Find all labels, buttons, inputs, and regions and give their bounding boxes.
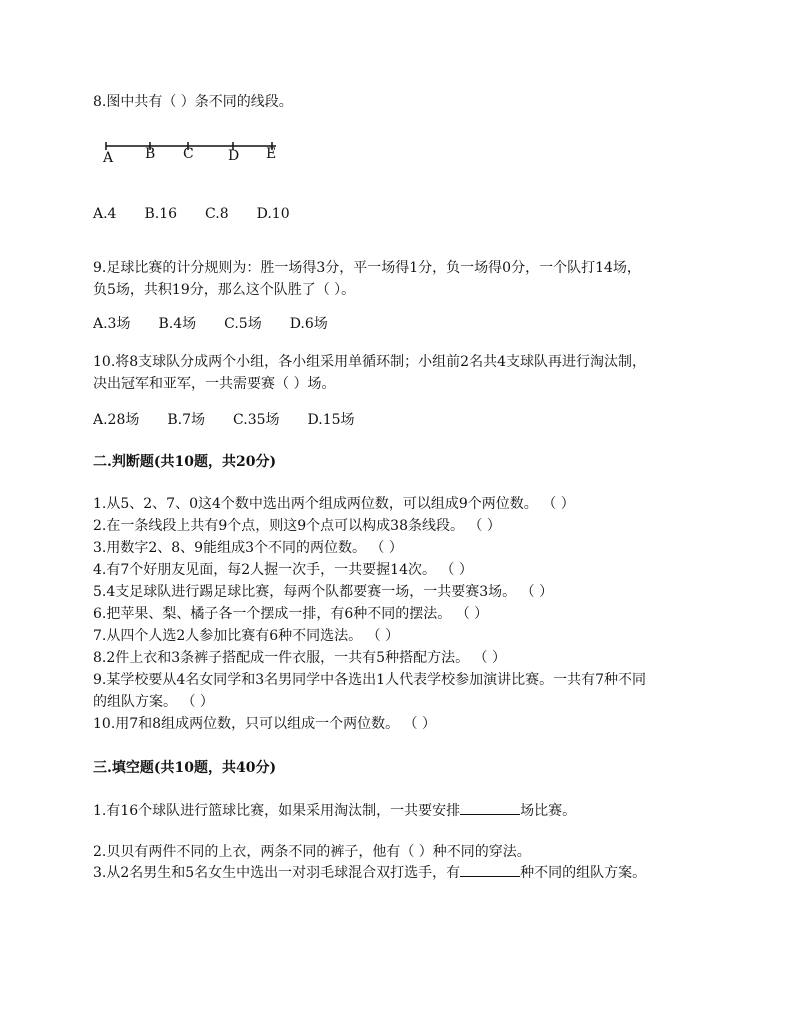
q9-option-c[interactable]: C.5场	[224, 316, 262, 332]
q9-options	[93, 314, 356, 334]
q9-option-a[interactable]: A.3场	[93, 316, 131, 332]
segment-drawing	[100, 140, 290, 170]
fill-blank-1[interactable]	[460, 800, 520, 815]
q8-option-b[interactable]: B.16	[144, 206, 178, 222]
q10-option-b[interactable]: B.7场	[167, 412, 206, 428]
point-label-d: D	[228, 148, 240, 164]
judge-item-9-line2: 的组队方案。 （ ）	[93, 694, 214, 710]
q9-stem-line2: 负5场，共积19分，那么这个队胜了（ ）。	[93, 282, 356, 298]
judge-item-6: 6.把苹果、梨、橘子各一个摆成一排，有6种不同的摆法。 （ ）	[93, 606, 489, 622]
point-label-b: B	[145, 146, 156, 162]
judge-item-2: 2.在一条线段上共有9个点，则这9个点可以构成38条线段。 （ ）	[93, 518, 501, 534]
fill-item-3-before: 3.从2名男生和5名女生中选出一对羽毛球混合双打选手，有	[93, 865, 461, 881]
judge-item-4: 4.有7个好朋友见面，每2人握一次手，一共要握14次。 （ ）	[93, 562, 473, 578]
fill-item-3	[93, 862, 646, 883]
fill-item-2: 2.贝贝有两件不同的上衣，两条不同的裤子，他有（ ）种不同的穿法。	[93, 844, 531, 860]
judge-item-9-line1: 9.某学校要从4名女同学和3名男同学中各选出1人代表学校参加演讲比赛。一共有7种不同	[93, 672, 646, 688]
q10-option-d[interactable]: D.15场	[307, 412, 355, 428]
q9-option-b[interactable]: B.4场	[158, 316, 197, 332]
judge-item-1: 1.从5、2、7、0这4个数中选出两个组成两位数，可以组成9个两位数。 （ ）	[93, 496, 575, 512]
q8-options	[93, 204, 318, 224]
point-label-e: E	[266, 146, 277, 162]
point-label-c: C	[183, 146, 194, 162]
section2-title: 二.判断题(共10题，共20分)	[93, 454, 277, 470]
judge-item-7: 7.从四个人选2人参加比赛有6种不同选法。 （ ）	[93, 628, 400, 644]
q8-option-c[interactable]: C.8	[205, 206, 229, 222]
judge-item-10: 10.用7和8组成两位数，只可以组成一个两位数。 （ ）	[93, 716, 436, 732]
fill-blank-3[interactable]	[460, 862, 520, 877]
section3-title: 三.填空题(共10题，共40分)	[93, 760, 277, 776]
fill-item-3-after: 种不同的组队方案。	[520, 865, 647, 881]
judge-item-5: 5.4支足球队进行踢足球比赛，每两个队都要赛一场，一共要赛3场。 （ ）	[93, 584, 554, 600]
q10-option-a[interactable]: A.28场	[93, 412, 140, 428]
fill-item-1-after: 场比赛。	[520, 803, 577, 819]
q10-stem-line1: 10.将8支球队分成两个小组，各小组采用单循环制；小组前2名共4支球队再进行淘汰制，	[93, 354, 646, 370]
line-segment-figure	[100, 140, 290, 170]
judge-item-8: 8.2件上衣和3条裤子搭配成一件衣服，一共有5种搭配方法。 （ ）	[93, 650, 506, 666]
q10-options	[93, 410, 383, 430]
q10-option-c[interactable]: C.35场	[233, 412, 280, 428]
q8-option-d[interactable]: D.10	[256, 206, 290, 222]
q10-stem-line2: 决出冠军和亚军，一共需要赛（ ）场。	[93, 376, 336, 392]
q9-option-d[interactable]: D.6场	[289, 316, 328, 332]
judge-item-3: 3.用数字2、8、9能组成3个不同的两位数。 （ ）	[93, 540, 403, 556]
q8-stem: 8.图中共有（ ）条不同的线段。	[93, 94, 293, 110]
fill-item-1	[93, 800, 576, 821]
fill-item-1-before: 1.有16个球队进行篮球比赛，如果采用淘汰制，一共要安排	[93, 803, 461, 819]
q9-stem-line1: 9.足球比赛的计分规则为：胜一场得3分，平一场得1分，负一场得0分，一个队打14场，	[93, 260, 641, 276]
q8-option-a[interactable]: A.4	[93, 206, 117, 222]
point-label-a: A	[103, 150, 114, 166]
